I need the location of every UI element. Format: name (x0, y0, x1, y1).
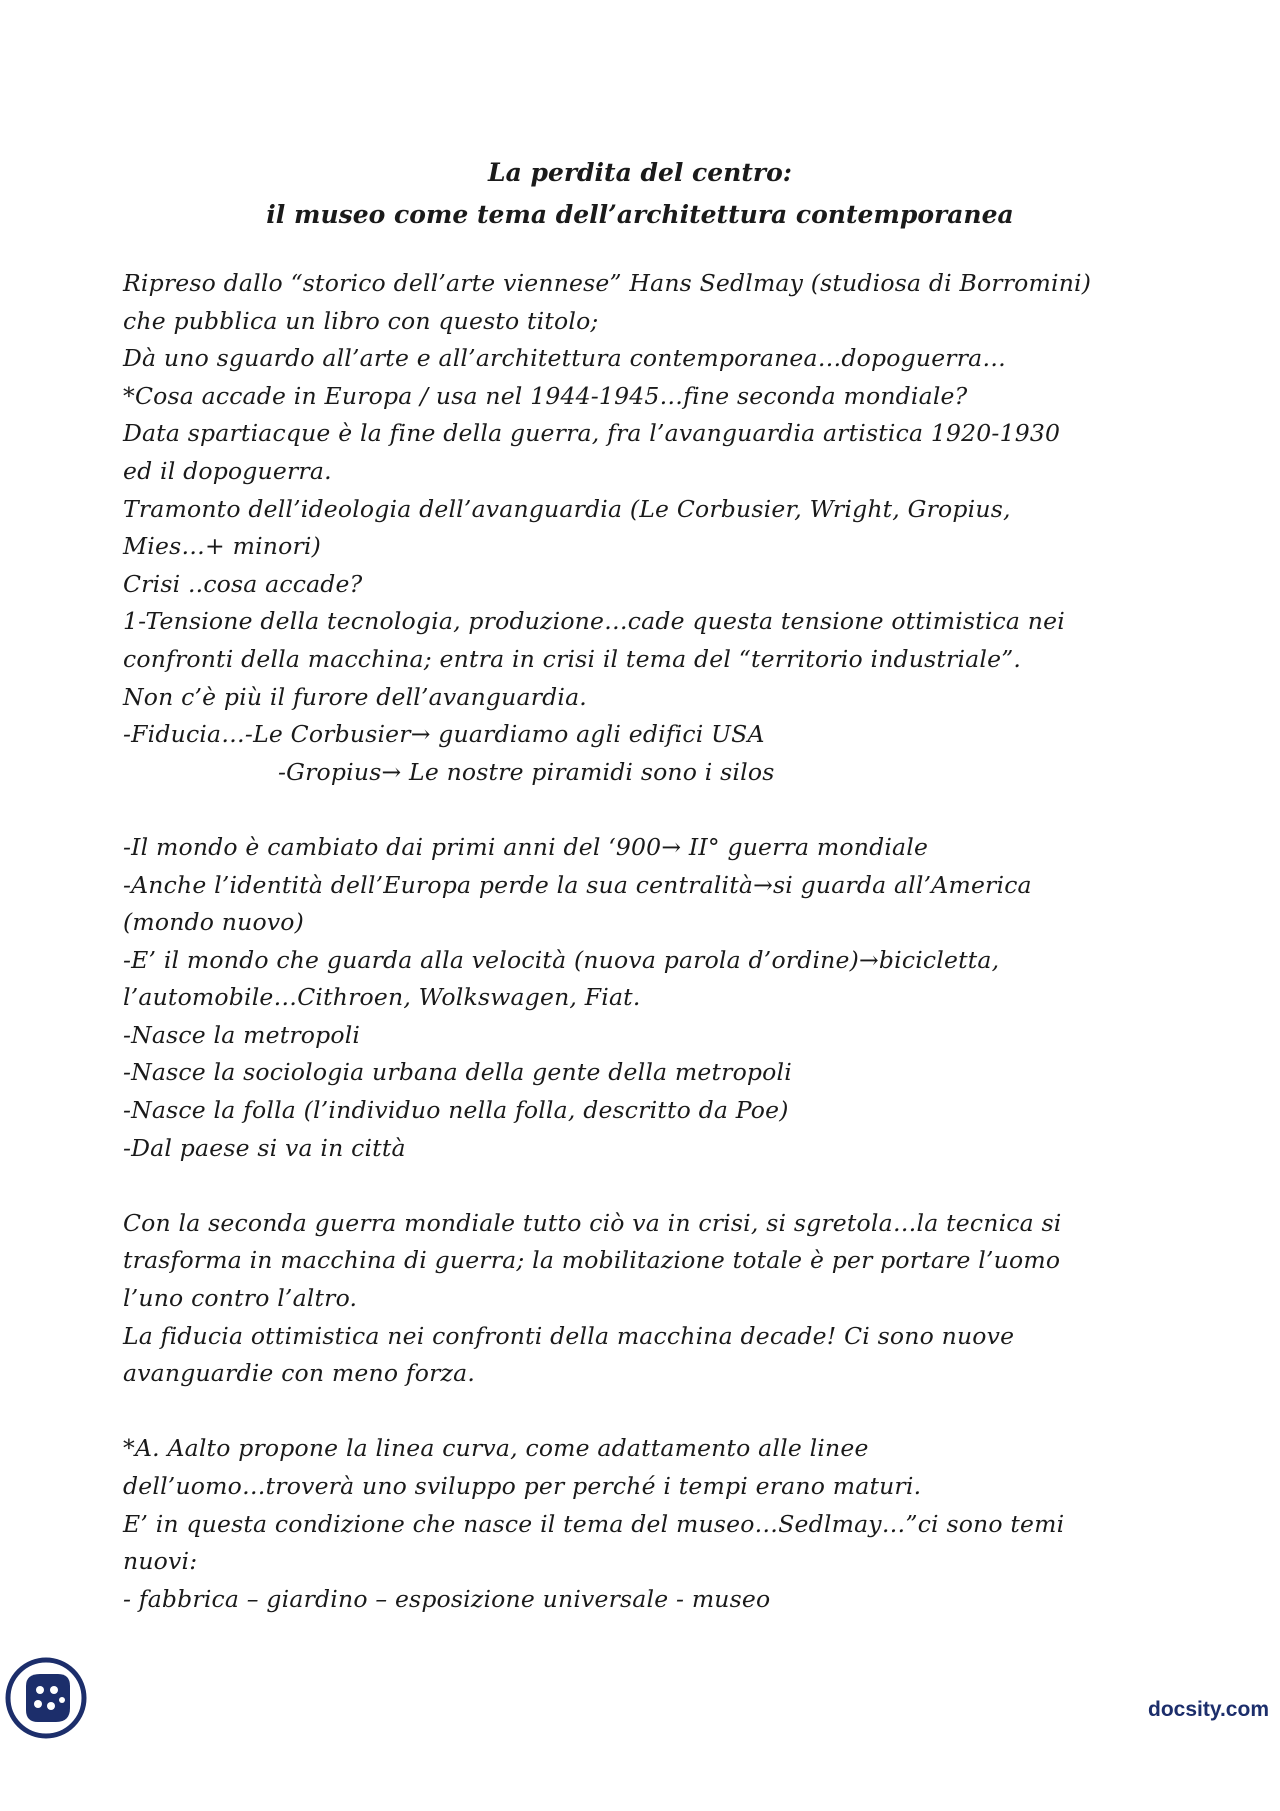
brand-link[interactable]: docsity.com (1148, 1698, 1269, 1721)
text-line: -Nasce la metropoli (123, 1020, 361, 1049)
text-line: Non c’è più il furore dell’avanguardia. (123, 682, 587, 711)
text-line: che pubblica un libro con questo titolo; (123, 306, 599, 335)
title-line-2: il museo come tema dell’architettura contemporanea (266, 200, 1014, 229)
text-line: Con la seconda guerra mondiale tutto ciò va in crisi, si sgretola…la tecnica si (123, 1208, 1062, 1237)
text-line: Ripreso dallo “storico dell’arte viennese” Hans Sedlmay (studiosa di Borromini) (123, 269, 1092, 297)
text-line: *A. Aalto propone la linea curva, come adattamento alle linee (123, 1434, 869, 1463)
text-line: *Cosa accade in Europa / usa nel 1944-1945…fine seconda mondiale? (123, 381, 968, 410)
text-line: E’ in questa condizione che nasce il tema del museo…Sedlmay…”ci sono temi (123, 1509, 1065, 1538)
blank-line (123, 1393, 1183, 1431)
text-line: -Gropius→ Le nostre piramidi sono i silos (278, 757, 775, 786)
text-line: nuovi: (123, 1547, 198, 1576)
text-line: Data spartiacque è la fine della guerra, fra l’avanguardia artistica 1920-1930 (123, 419, 1061, 448)
text-line: (mondo nuovo) (123, 908, 305, 937)
document-title (0, 152, 1280, 236)
text-line: trasforma in macchina di guerra; la mobilitazione totale è per portare l’uomo (123, 1246, 1061, 1275)
text-line: -Nasce la sociologia urbana della gente della metropoli (123, 1058, 792, 1087)
text-line: -Dal paese si va in città (123, 1133, 406, 1162)
text-line: l’automobile…Cithroen, Wolkswagen, Fiat. (123, 983, 641, 1012)
text-line: dell’uomo…troverà uno sviluppo per perché i tempi erano maturi. (123, 1472, 922, 1500)
text-line: Crisi ..cosa accade? (123, 569, 363, 598)
text-line: avanguardie con meno forza. (123, 1359, 475, 1388)
text-line: -Nasce la folla (l’individuo nella folla, descritto da Poe) (123, 1096, 789, 1125)
text-line: ed il dopoguerra. (123, 456, 332, 485)
text-line: -Fiducia…-Le Corbusier→ guardiamo agli edifici USA (123, 720, 765, 749)
text-line: Tramonto dell’ideologia dell’avanguardia (Le Corbusier, Wright, Gropius, (123, 494, 1011, 523)
text-line: Dà uno sguardo all’arte e all’architettura contemporanea…dopoguerra… (123, 344, 1007, 373)
blank-line (123, 791, 1183, 829)
text-line: - fabbrica – giardino – esposizione universale - museo (123, 1584, 771, 1613)
text-line: confronti della macchina; entra in crisi il tema del “territorio industriale”. (123, 644, 1022, 673)
text-line: -Anche l’identità dell’Europa perde la sua centralità→si guarda all’America (123, 870, 1032, 899)
text-line: -Il mondo è cambiato dai primi anni del ‘900→ II° guerra mondiale (123, 832, 929, 861)
text-line: Mies…+ minori) (123, 532, 322, 561)
text-line: La fiducia ottimistica nei confronti della macchina decade! Ci sono nuove (123, 1321, 1015, 1350)
text-line: 1-Tensione della tecnologia, produzione…cade questa tensione ottimistica nei (123, 607, 1065, 636)
title-line-1: La perdita del centro: (488, 158, 792, 187)
text-line: -E’ il mondo che guarda alla velocità (nuova parola d’ordine)→bicicletta, (123, 945, 1000, 974)
blank-line (123, 1167, 1183, 1205)
docsity-logo-icon[interactable] (4, 1656, 88, 1740)
document-body (123, 265, 1183, 1618)
text-line: l’uno contro l’altro. (123, 1284, 358, 1313)
